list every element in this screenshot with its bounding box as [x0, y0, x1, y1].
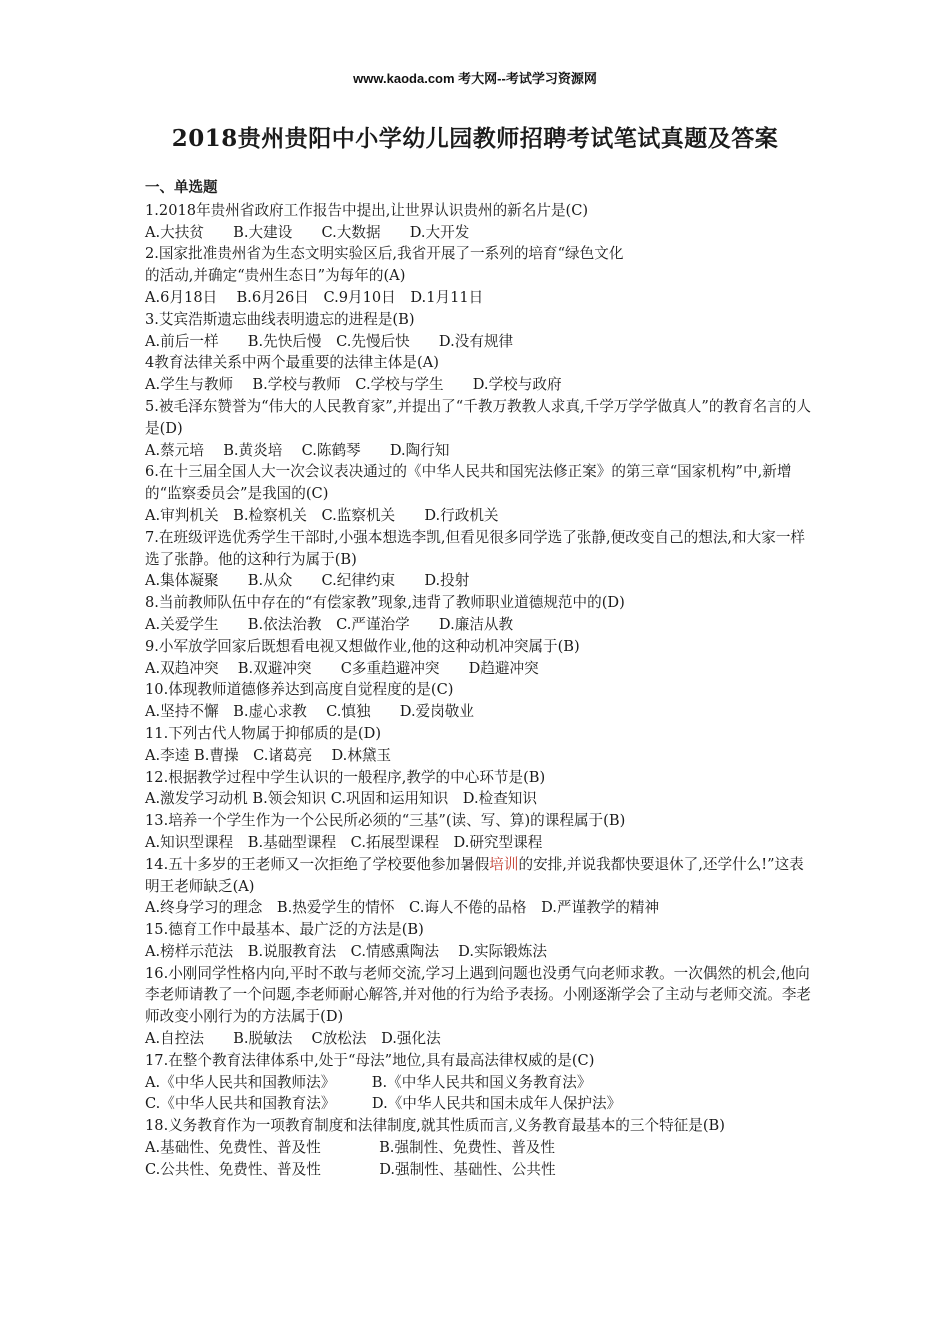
question-text: 11.下列古代人物属于抑郁质的是(D)	[145, 724, 382, 742]
answer-options: A.基础性、免费性、普及性 B.强制性、免费性、普及性	[145, 1139, 555, 1157]
question-item	[145, 1050, 813, 1115]
answer-options: A.集体凝聚 B.从众 C.纪律约束 D.投射	[145, 572, 470, 590]
question-text: 5.被毛泽东赞誉为“伟大的人民教育家”,并提出了“千教万教教人求真,千学万学学做真人”的教育名言的人是(D)	[145, 397, 811, 437]
question-text: 17.在整个教育法律体系中,处于“母法”地位,具有最高法律权威的是(C)	[145, 1051, 595, 1069]
question-text: 16.小刚同学性格内向,平时不敢与老师交流,学习上遇到问题也没勇气向老师求教。一次偶然的机会,他向李老师请教了一个问题,李老师耐心解答,并对他的行为给予表扬。小刚逐渐学会了主动与老师交流。李老师改变小刚行为的方法属于(D)	[145, 964, 812, 1026]
answer-options: A.知识型课程 B.基础型课程 C.拓展型课程 D.研究型课程	[145, 833, 543, 851]
answer-options: C.公共性、免费性、普及性 D.强制性、基础性、公共性	[145, 1160, 556, 1178]
question-text: 4教育法律关系中两个最重要的法律主体是(A)	[145, 354, 439, 372]
answer-options: A.《中华人民共和国教师法》 B.《中华人民共和国义务教育法》	[145, 1073, 592, 1091]
answer-options: A.学生与教师 B.学校与教师 C.学校与学生 D.学校与政府	[145, 376, 562, 394]
question-text: 9.小军放学回家后既想看电视又想做作业,他的这种动机冲突属于(B)	[145, 637, 580, 655]
question-item	[145, 854, 813, 919]
answer-options: C.《中华人民共和国教育法》 D.《中华人民共和国未成年人保护法》	[145, 1095, 622, 1113]
question-text: 1.2018年贵州省政府工作报告中提出,让世界认识贵州的新名片是(C)	[145, 201, 589, 219]
answer-options: A.6月18日 B.6月26日 C.9月10日 D.1月11日	[145, 288, 484, 306]
question-item	[145, 636, 813, 680]
question-item	[145, 243, 813, 308]
question-text: 3.艾宾浩斯遗忘曲线表明遗忘的进程是(B)	[145, 310, 415, 328]
answer-options: A.蔡元培 B.黄炎培 C.陈鹤琴 D.陶行知	[145, 441, 450, 459]
question-text: 10.体现教师道德修养达到高度自觉程度的是(C)	[145, 681, 454, 699]
question-item	[145, 592, 813, 636]
question-item	[145, 200, 813, 244]
question-item	[145, 963, 813, 1050]
answer-options: A.关爱学生 B.依法治教 C.严谨治学 D.廉洁从教	[145, 615, 514, 633]
question-text: 2.国家批准贵州省为生态文明实验区后,我省开展了一系列的培育“绿色文化 的活动,并确定“贵州生态日”为每年的(A)	[145, 245, 624, 285]
question-text	[145, 854, 813, 898]
question-item	[145, 527, 813, 592]
question-text: 8.当前教师队伍中存在的“有偿家教”现象,违背了教师职业道德规范中的(D)	[145, 594, 625, 612]
question-list	[145, 178, 813, 1181]
answer-options: A.前后一样 B.先快后慢 C.先慢后快 D.没有规律	[145, 332, 514, 350]
page-header: www.kaoda.com 考大网--考试学习资源网	[353, 71, 597, 86]
document-title: 2018贵州贵阳中小学幼儿园教师招聘考试笔试真题及答案	[171, 125, 779, 152]
highlighted-link-text[interactable]: 培训	[489, 855, 519, 873]
question-text-part: 14.五十多岁的王老师又一次拒绝了学校要他参加暑假	[145, 855, 490, 873]
answer-options: A.审判机关 B.检察机关 C.监察机关 D.行政机关	[145, 506, 499, 524]
question-item	[145, 309, 813, 353]
answer-options: A.坚持不懈 B.虚心求教 C.慎独 D.爱岗敬业	[145, 703, 474, 721]
question-item	[145, 396, 813, 461]
question-text: 13.培养一个学生作为一个公民所必须的“三基”(读、写、算)的课程属于(B)	[145, 812, 626, 830]
question-item	[145, 723, 813, 767]
answer-options: A.大扶贫 B.大建设 C.大数据 D.大开发	[145, 223, 470, 241]
answer-options: A.激发学习动机 B.领会知识 C.巩固和运用知识 D.检查知识	[145, 790, 537, 808]
answer-options: A.榜样示范法 B.说服教育法 C.情感熏陶法 D.实际锻炼法	[145, 942, 547, 960]
section-heading: 一、单选题	[145, 180, 218, 196]
question-item	[145, 810, 813, 854]
question-text: 15.德育工作中最基本、最广泛的方法是(B)	[145, 921, 424, 939]
answer-options: A.终身学习的理念 B.热爱学生的情怀 C.诲人不倦的品格 D.严谨教学的精神	[145, 899, 660, 917]
question-text: 18.义务教育作为一项教育制度和法律制度,就其性质而言,义务教育最基本的三个特征是(B)	[145, 1117, 725, 1135]
question-item	[145, 767, 813, 811]
question-text-part: 的安排,并说我都快要退休了,还学什么!”这表明王老师缺乏(A)	[145, 855, 804, 895]
question-text: 7.在班级评选优秀学生干部时,小强本想选李凯,但看见很多同学选了张静,便改变自己的想法,和大家一样选了张静。他的这种行为属于(B)	[145, 528, 806, 568]
question-item	[145, 919, 813, 963]
question-item	[145, 352, 813, 396]
answer-options: A.李逵 B.曹操 C.诸葛亮 D.林黛玉	[145, 746, 392, 764]
question-text: 6.在十三届全国人大一次会议表决通过的《中华人民共和国宪法修正案》的第三章“国家机构”中,新增的“监察委员会”是我国的(C)	[145, 463, 792, 503]
answer-options: A.自控法 B.脱敏法 C放松法 D.强化法	[145, 1030, 441, 1048]
question-text: 12.根据教学过程中学生认识的一般程序,教学的中心环节是(B)	[145, 768, 546, 786]
question-item	[145, 679, 813, 723]
question-item	[145, 1115, 813, 1180]
answer-options: A.双趋冲突 B.双避冲突 C多重趋避冲突 D趋避冲突	[145, 659, 539, 677]
question-item	[145, 461, 813, 526]
